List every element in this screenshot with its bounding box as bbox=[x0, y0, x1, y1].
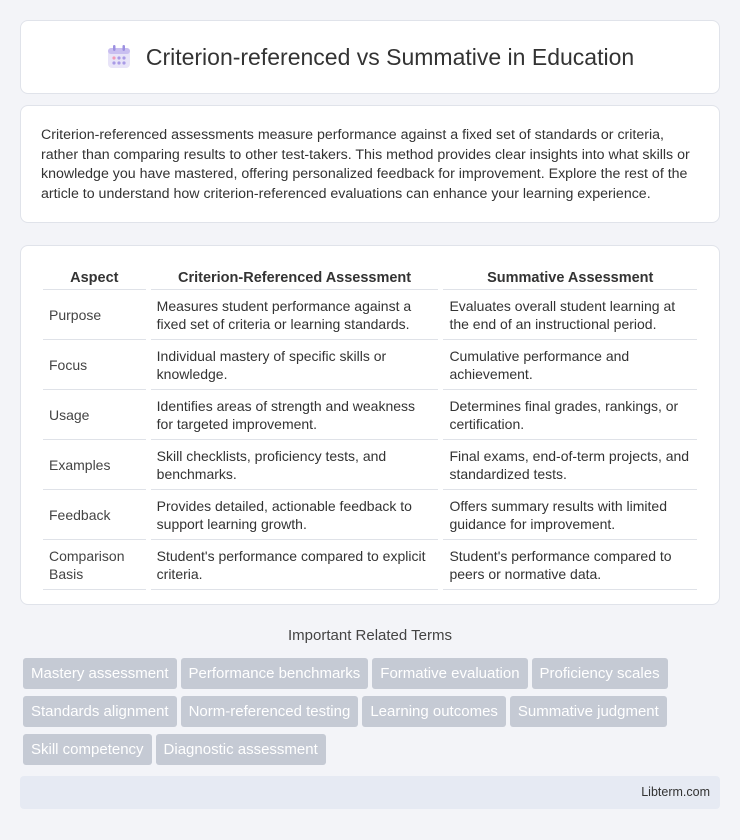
table-cell: Individual mastery of specific skills or knowledge. bbox=[151, 340, 439, 390]
table-cell: Student's performance compared to explicit criteria. bbox=[151, 540, 439, 590]
table-row bbox=[43, 390, 697, 440]
table-cell: Evaluates overall student learning at the end of an instructional period. bbox=[443, 290, 697, 340]
column-header: Summative Assessment bbox=[443, 264, 697, 290]
table-cell: Determines final grades, rankings, or certification. bbox=[443, 390, 697, 440]
related-term-tag[interactable]: Learning outcomes bbox=[362, 696, 506, 727]
row-aspect-cell: Comparison Basis bbox=[43, 540, 146, 590]
table-row bbox=[43, 440, 697, 490]
related-term-tag[interactable]: Diagnostic assessment bbox=[156, 734, 326, 765]
header-card bbox=[20, 20, 720, 94]
table-row bbox=[43, 490, 697, 540]
page-title: Criterion-referenced vs Summative in Education bbox=[145, 43, 635, 70]
related-term-tag[interactable]: Performance benchmarks bbox=[181, 658, 369, 689]
calendar-grid-icon bbox=[106, 44, 132, 70]
table-cell: Offers summary results with limited guidance for improvement. bbox=[443, 490, 697, 540]
footer-site-link[interactable]: Libterm.com bbox=[641, 785, 710, 799]
column-header: Aspect bbox=[43, 264, 146, 290]
intro-paragraph: Criterion-referenced assessments measure performance against a fixed set of standards or criteria, rather than comparing results to other test-takers. This method provides clear insights into what skills or knowledge you have mastered, offering personalized feedback for improvement. Explore the rest of the article to understand how criterion-referenced evaluations can enhance your learning experience. bbox=[41, 127, 690, 202]
row-aspect-cell: Focus bbox=[43, 340, 146, 390]
row-aspect-cell: Examples bbox=[43, 440, 146, 490]
related-terms-title: Important Related Terms bbox=[288, 627, 452, 644]
table-cell: Identifies areas of strength and weakness for targeted improvement. bbox=[151, 390, 439, 440]
column-header: Criterion-Referenced Assessment bbox=[151, 264, 439, 290]
comparison-table bbox=[38, 264, 702, 590]
related-terms-list bbox=[23, 658, 723, 772]
related-term-tag[interactable]: Norm-referenced testing bbox=[181, 696, 359, 727]
table-cell: Skill checklists, proficiency tests, and benchmarks. bbox=[151, 440, 439, 490]
related-term-tag[interactable]: Proficiency scales bbox=[532, 658, 668, 689]
table-cell: Measures student performance against a fixed set of criteria or learning standards. bbox=[151, 290, 439, 340]
table-row bbox=[43, 340, 697, 390]
related-term-tag[interactable]: Mastery assessment bbox=[23, 658, 177, 689]
row-aspect-cell: Usage bbox=[43, 390, 146, 440]
footer bbox=[20, 776, 720, 809]
row-aspect-cell: Feedback bbox=[43, 490, 146, 540]
table-cell: Student's performance compared to peers or normative data. bbox=[443, 540, 697, 590]
table-row bbox=[43, 290, 697, 340]
table-cell: Cumulative performance and achievement. bbox=[443, 340, 697, 390]
table-cell: Provides detailed, actionable feedback to support learning growth. bbox=[151, 490, 439, 540]
related-term-tag[interactable]: Skill competency bbox=[23, 734, 152, 765]
comparison-table-card bbox=[20, 245, 720, 605]
table-row bbox=[43, 540, 697, 590]
related-term-tag[interactable]: Summative judgment bbox=[510, 696, 667, 727]
table-header-row bbox=[43, 264, 697, 290]
intro-card bbox=[20, 105, 720, 223]
row-aspect-cell: Purpose bbox=[43, 290, 146, 340]
related-term-tag[interactable]: Standards alignment bbox=[23, 696, 177, 727]
table-cell: Final exams, end-of-term projects, and standardized tests. bbox=[443, 440, 697, 490]
related-term-tag[interactable]: Formative evaluation bbox=[372, 658, 527, 689]
